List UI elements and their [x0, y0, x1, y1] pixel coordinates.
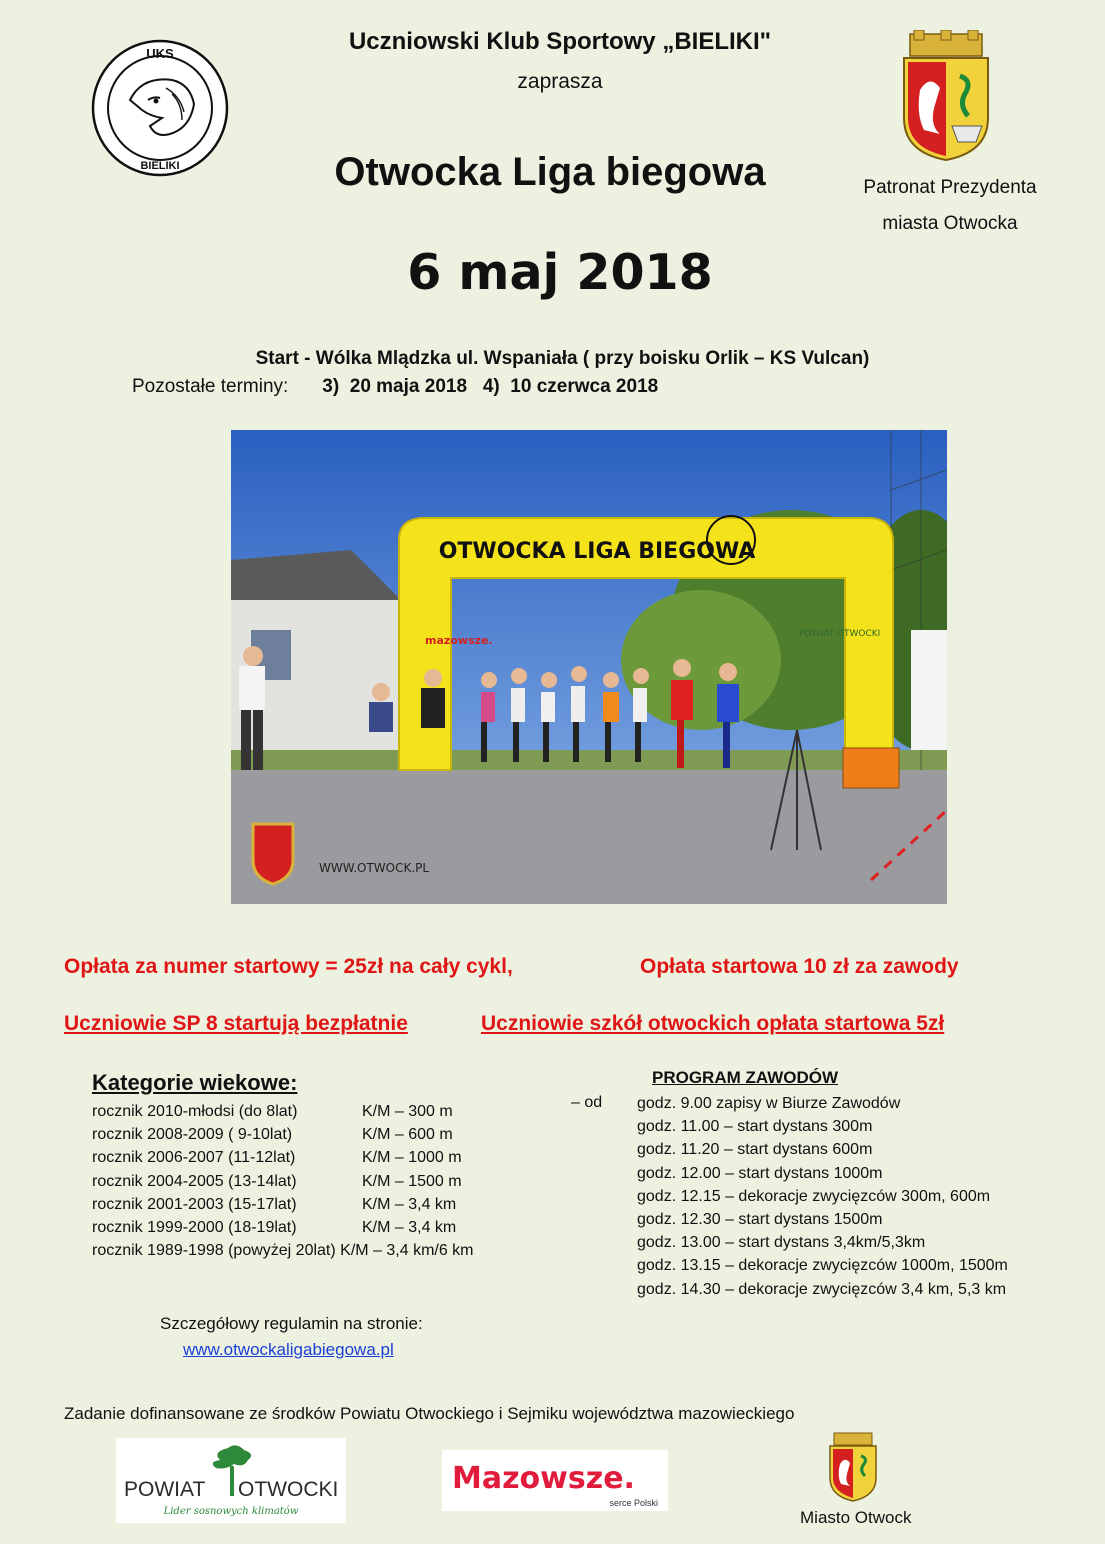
powiat-tagline: Lider sosnowych klimatów: [163, 1506, 299, 1517]
program-item: godz. 11.20 – start dystans 600m: [637, 1141, 873, 1159]
category-distance: K/M – 3,4 km: [362, 1218, 457, 1236]
category-distance: K/M – 3,4 km: [362, 1195, 457, 1213]
program-item: godz. 9.00 zapisy w Biurze Zawodów: [637, 1095, 901, 1112]
arch-sponsor-left: mazowsze.: [425, 634, 493, 647]
category-year: rocznik 2006-2007 (11-12lat): [92, 1149, 296, 1167]
uks-logo-top-text: UKS: [146, 46, 174, 61]
category-row: [92, 1170, 474, 1193]
category-distance: K/M – 600 m: [362, 1126, 453, 1144]
patron-line-2: miasta Otwocka: [882, 213, 1018, 234]
free-sp8: Uczniowie SP 8 startują bezpłatnie: [64, 1012, 408, 1035]
invite-text: zaprasza: [517, 70, 603, 93]
category-distance: K/M – 300 m: [362, 1103, 453, 1120]
fee-number: Opłata za numer startowy = 25zł na cały cykl,: [64, 955, 513, 978]
category-year: rocznik 1989-1998 (powyżej 20lat): [92, 1242, 336, 1260]
category-year: rocznik 2004-2005 (13-14lat): [92, 1172, 297, 1190]
otwock-crest-small-icon: [828, 1430, 878, 1502]
category-distance: K/M – 1000 m: [362, 1149, 462, 1167]
other-dates-line: [132, 376, 932, 398]
program-list: [637, 1092, 1008, 1301]
category-year: rocznik 1999-2000 (18-19lat): [92, 1218, 297, 1236]
arch-text: OTWOCKA LIGA BIEGOWA: [438, 539, 756, 564]
category-row: [92, 1239, 474, 1262]
club-name: Uczniowski Klub Sportowy „BIELIKI": [348, 28, 772, 55]
category-row: [92, 1123, 474, 1146]
start-location: Start - Wólka Mlądzka ul. Wspaniała ( przy boisku Orlik – KS Vulcan): [255, 348, 870, 369]
race-start-photo: [231, 430, 947, 904]
categories-title: Kategorie wiekowe:: [92, 1070, 298, 1095]
other-dates-label: Pozostałe terminy:: [132, 376, 289, 397]
mazowsze-logo-text: Mazowsze.: [452, 1461, 635, 1496]
category-distance: K/M – 1500 m: [362, 1172, 462, 1190]
powiat-otwocki-logo: [116, 1438, 346, 1523]
category-row: [92, 1216, 474, 1239]
uks-bieliki-logo: [90, 38, 230, 178]
category-row: [92, 1146, 474, 1169]
category-distance: K/M – 3,4 km/6 km: [340, 1242, 474, 1260]
category-year: rocznik 2008-2009 ( 9-10lat): [92, 1126, 293, 1144]
mazowsze-tagline: serce Polski: [609, 1498, 658, 1508]
program-od-label: – od: [571, 1094, 603, 1111]
program-item: godz. 13.00 – start dystans 3,4km/5,3km: [637, 1234, 926, 1252]
arch-sponsor-right: POWIAT OTWOCKI: [799, 629, 881, 639]
categories-list: [92, 1100, 474, 1262]
powiat-logo-right: OTWOCKI: [238, 1478, 339, 1501]
event-date: 6 maj 2018: [407, 244, 713, 301]
details-text: Szczegółowy regulamin na stronie:: [160, 1314, 423, 1333]
mazowsze-logo: [442, 1450, 668, 1511]
program-item: godz. 14.30 – dekoracje zwycięzców 3,4 km, 5,3 km: [637, 1280, 1007, 1298]
funding-text: Zadanie dofinansowane ze środków Powiatu Otwockiego i Sejmiku województwa mazowieckiego: [64, 1404, 795, 1423]
fee-start: Opłata startowa 10 zł za zawody: [640, 955, 959, 978]
program-item: godz. 12.15 – dekoracje zwycięzców 300m, 600m: [637, 1187, 991, 1205]
category-year: rocznik 2010-młodsi (do 8lat): [92, 1103, 298, 1120]
program-item: godz. 12.00 – start dystans 1000m: [637, 1164, 883, 1182]
powiat-logo-left: POWIAT: [124, 1478, 206, 1501]
category-row: [92, 1100, 474, 1123]
program-item: godz. 12.30 – start dystans 1500m: [637, 1210, 883, 1228]
other-dates-values: 3) 20 maja 2018 4) 10 czerwca 2018: [322, 376, 659, 397]
program-item: godz. 13.15 – dekoracje zwycięzców 1000m, 1500m: [637, 1257, 1008, 1275]
regulations-link[interactable]: www.otwockaligabiegowa.pl: [183, 1340, 394, 1359]
program-item: godz. 11.00 – start dystans 300m: [637, 1118, 873, 1136]
city-label: Miasto Otwock: [800, 1508, 912, 1527]
photo-watermark: WWW.OTWOCK.PL: [319, 861, 430, 875]
fee-schools: Uczniowie szkół otwockich opłata startowa 5zł: [481, 1012, 945, 1035]
event-title: Otwocka Liga biegowa: [334, 150, 766, 194]
uks-logo-bottom-text: BIELIKI: [140, 160, 180, 172]
category-row: [92, 1193, 474, 1216]
patron-text: [835, 170, 1065, 242]
patron-line-1: Patronat Prezydenta: [863, 177, 1037, 198]
program-title: PROGRAM ZAWODÓW: [652, 1068, 839, 1087]
otwock-crest-icon: [900, 30, 992, 162]
category-year: rocznik 2001-2003 (15-17lat): [92, 1195, 297, 1213]
